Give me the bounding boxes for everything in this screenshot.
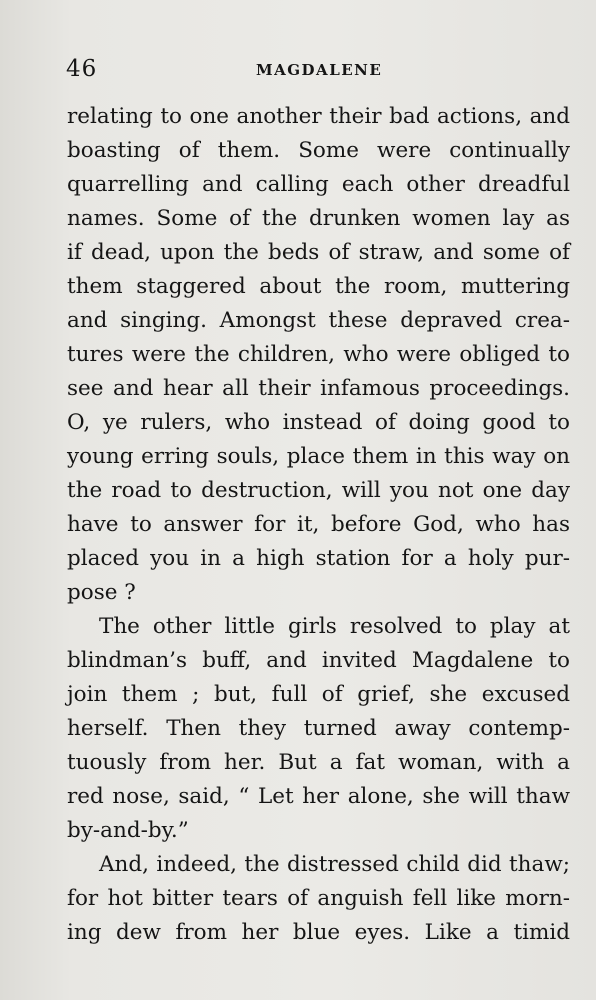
text-line: see and hear all their infamous proceedings. [67,376,570,401]
text-line: herself. Then they turned away contemp- [67,716,570,741]
text-line: young erring souls, place them in this way on [67,444,570,469]
running-title: MAGDALENE [256,61,383,79]
text-line: names. Some of the drunken women lay as [67,206,570,231]
text-line: red nose, said, “ Let her alone, she will thaw [67,784,570,809]
text-line: join them ; but, full of grief, she excused [67,682,570,707]
text-line: have to answer for it, before God, who has [67,512,570,537]
text-line: blindman’s buff, and invited Magdalene to [67,648,570,673]
text-line: quarrelling and calling each other dreadful [67,172,570,197]
text-line: ing dew from her blue eyes. Like a timid [67,920,570,945]
text-line: relating to one another their bad actions, and [67,104,570,129]
text-line: the road to destruction, will you not one day [67,478,570,503]
text-line: by-and-by.” [67,818,189,843]
page-header [66,56,566,86]
body-text [67,100,570,950]
text-line: and singing. Amongst these depraved crea- [67,308,570,333]
text-line: tures were the children, who were obliged to [67,342,570,367]
text-line: O, ye rulers, who instead of doing good to [67,410,570,435]
text-line: them staggered about the room, muttering [67,274,570,299]
text-line: placed you in a high station for a holy pur- [67,546,570,571]
text-line: boasting of them. Some were continually [67,138,570,163]
text-line: if dead, upon the beds of straw, and some of [67,240,570,265]
page-number: 46 [66,56,98,82]
text-line: tuously from her. But a fat woman, with a [67,750,570,775]
text-line: And, indeed, the distressed child did thaw; [99,852,570,877]
text-line: The other little girls resolved to play at [99,614,570,639]
text-line: pose ? [67,580,136,605]
text-line: for hot bitter tears of anguish fell like morn- [67,886,570,911]
